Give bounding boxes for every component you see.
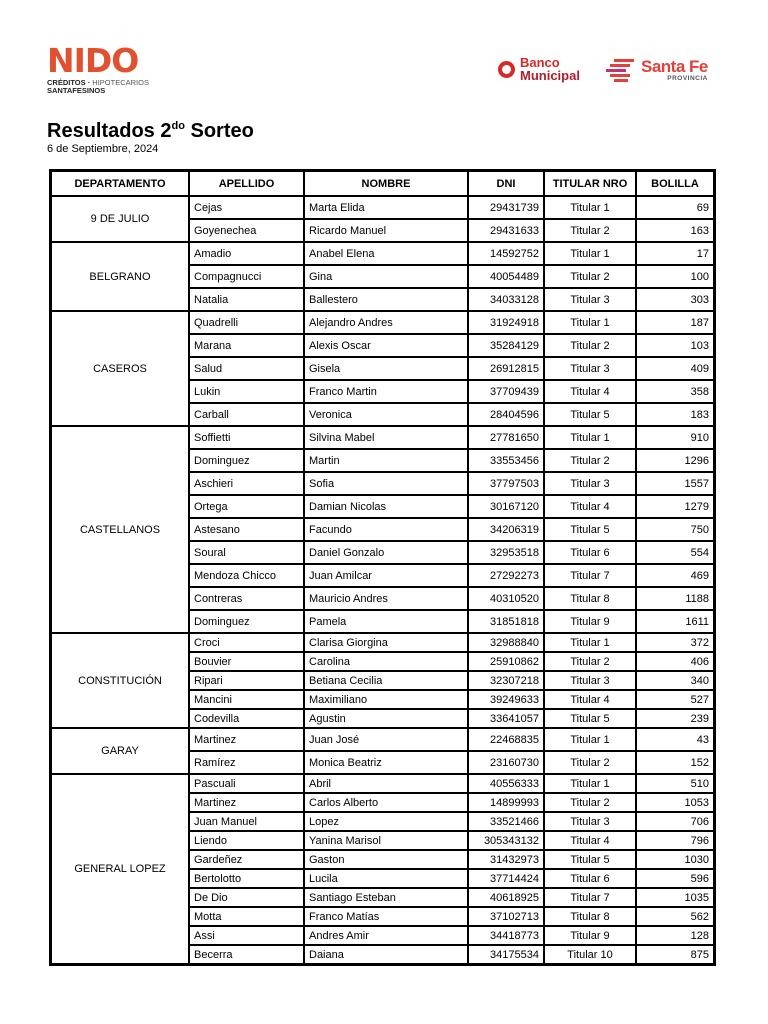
cell-titular: Titular 1 <box>544 311 636 334</box>
cell-bolilla: 406 <box>636 652 714 671</box>
cell-bolilla: 239 <box>636 709 714 728</box>
col-apellido: APELLIDO <box>189 171 304 196</box>
cell-dni: 29431633 <box>468 219 544 242</box>
cell-nombre: Gina <box>304 265 468 288</box>
cell-bolilla: 69 <box>636 196 714 219</box>
cell-titular: Titular 2 <box>544 219 636 242</box>
cell-nombre: Ballestero <box>304 288 468 311</box>
page-title: Resultados $2^{do}$ Sorteo <box>47 120 254 142</box>
cell-apellido: Motta <box>189 907 304 926</box>
cell-departamento: CONSTITUCIÓN <box>51 633 189 728</box>
cell-bolilla: 183 <box>636 403 714 426</box>
cell-dni: 35284129 <box>468 334 544 357</box>
cell-nombre: Anabel Elena <box>304 242 468 265</box>
cell-bolilla: 510 <box>636 774 714 793</box>
nido-subtitle: CRÉDITOS · HIPOTECARIOS SANTAFESINOS <box>47 78 149 95</box>
cell-bolilla: 358 <box>636 380 714 403</box>
cell-nombre: Carlos Alberto <box>304 793 468 812</box>
cell-bolilla: 1035 <box>636 888 714 907</box>
cell-apellido: Ortega <box>189 495 304 518</box>
col-dni: DNI <box>468 171 544 196</box>
cell-titular: Titular 9 <box>544 926 636 945</box>
table-row <box>51 774 714 793</box>
cell-titular: Titular 4 <box>544 690 636 709</box>
col-titular: TITULAR NRO <box>544 171 636 196</box>
cell-titular: Titular 1 <box>544 728 636 751</box>
cell-bolilla: 875 <box>636 945 714 964</box>
col-departamento: DEPARTAMENTO <box>51 171 189 196</box>
cell-apellido: Lukin <box>189 380 304 403</box>
cell-dni: 25910862 <box>468 652 544 671</box>
cell-titular: Titular 4 <box>544 380 636 403</box>
table-row <box>51 242 714 265</box>
cell-apellido: Martinez <box>189 728 304 751</box>
cell-nombre: Daiana <box>304 945 468 964</box>
table-row <box>51 311 714 334</box>
cell-titular: Titular 1 <box>544 196 636 219</box>
cell-nombre: Andres Amir <box>304 926 468 945</box>
cell-dni: 34175534 <box>468 945 544 964</box>
cell-dni: 40556333 <box>468 774 544 793</box>
cell-nombre: Sofia <box>304 472 468 495</box>
cell-apellido: Soural <box>189 541 304 564</box>
cell-dni: 33641057 <box>468 709 544 728</box>
cell-titular: Titular 4 <box>544 831 636 850</box>
cell-apellido: Becerra <box>189 945 304 964</box>
santa-fe-icon <box>606 58 636 82</box>
cell-apellido: Codevilla <box>189 709 304 728</box>
cell-bolilla: 43 <box>636 728 714 751</box>
cell-nombre: Facundo <box>304 518 468 541</box>
cell-titular: Titular 3 <box>544 812 636 831</box>
cell-dni: 31851818 <box>468 610 544 633</box>
cell-apellido: Astesano <box>189 518 304 541</box>
cell-dni: 305343132 <box>468 831 544 850</box>
cell-titular: Titular 3 <box>544 357 636 380</box>
cell-nombre: Monica Beatriz <box>304 751 468 774</box>
banco-icon <box>498 61 515 78</box>
cell-apellido: Mancini <box>189 690 304 709</box>
cell-dni: 32988840 <box>468 633 544 652</box>
table-row <box>51 426 714 449</box>
cell-bolilla: 100 <box>636 265 714 288</box>
cell-apellido: Liendo <box>189 831 304 850</box>
cell-dni: 37709439 <box>468 380 544 403</box>
cell-titular: Titular 1 <box>544 633 636 652</box>
cell-titular: Titular 10 <box>544 945 636 964</box>
cell-apellido: De Dio <box>189 888 304 907</box>
santa-fe-logo: Santa Fe PROVINCIA <box>606 58 708 82</box>
cell-dni: 31924918 <box>468 311 544 334</box>
cell-nombre: Veronica <box>304 403 468 426</box>
cell-dni: 37102713 <box>468 907 544 926</box>
cell-nombre: Santiago Esteban <box>304 888 468 907</box>
cell-nombre: Martin <box>304 449 468 472</box>
cell-titular: Titular 3 <box>544 472 636 495</box>
cell-bolilla: 372 <box>636 633 714 652</box>
page-date: 6 de Septiembre, 2024 <box>47 143 159 155</box>
cell-titular: Titular 5 <box>544 403 636 426</box>
cell-bolilla: 409 <box>636 357 714 380</box>
cell-titular: Titular 6 <box>544 541 636 564</box>
cell-bolilla: 1296 <box>636 449 714 472</box>
cell-bolilla: 469 <box>636 564 714 587</box>
cell-dni: 22468835 <box>468 728 544 751</box>
cell-nombre: Juan José <box>304 728 468 751</box>
cell-apellido: Bouvier <box>189 652 304 671</box>
cell-dni: 32307218 <box>468 671 544 690</box>
cell-bolilla: 340 <box>636 671 714 690</box>
cell-dni: 40618925 <box>468 888 544 907</box>
cell-titular: Titular 6 <box>544 869 636 888</box>
cell-dni: 39249633 <box>468 690 544 709</box>
cell-bolilla: 554 <box>636 541 714 564</box>
cell-nombre: Alexis Oscar <box>304 334 468 357</box>
cell-bolilla: 562 <box>636 907 714 926</box>
cell-apellido: Compagnucci <box>189 265 304 288</box>
cell-titular: Titular 3 <box>544 671 636 690</box>
cell-titular: Titular 5 <box>544 518 636 541</box>
cell-titular: Titular 2 <box>544 751 636 774</box>
col-bolilla: BOLILLA <box>636 171 714 196</box>
cell-titular: Titular 1 <box>544 774 636 793</box>
cell-apellido: Aschieri <box>189 472 304 495</box>
cell-apellido: Natalia <box>189 288 304 311</box>
cell-nombre: Carolina <box>304 652 468 671</box>
cell-nombre: Abril <box>304 774 468 793</box>
cell-bolilla: 163 <box>636 219 714 242</box>
cell-apellido: Ramírez <box>189 751 304 774</box>
cell-titular: Titular 2 <box>544 265 636 288</box>
cell-bolilla: 103 <box>636 334 714 357</box>
table-row <box>51 196 714 219</box>
cell-apellido: Salud <box>189 357 304 380</box>
cell-apellido: Dominguez <box>189 449 304 472</box>
cell-titular: Titular 3 <box>544 288 636 311</box>
cell-nombre: Lopez <box>304 812 468 831</box>
cell-bolilla: 1611 <box>636 610 714 633</box>
cell-bolilla: 1030 <box>636 850 714 869</box>
cell-nombre: Damian Nicolas <box>304 495 468 518</box>
cell-titular: Titular 8 <box>544 907 636 926</box>
nido-logo <box>47 41 157 95</box>
col-nombre: NOMBRE <box>304 171 468 196</box>
banco-municipal-logo: Banco Municipal <box>498 56 580 82</box>
cell-titular: Titular 2 <box>544 334 636 357</box>
cell-titular: Titular 2 <box>544 793 636 812</box>
cell-apellido: Goyenechea <box>189 219 304 242</box>
cell-dni: 37797503 <box>468 472 544 495</box>
cell-titular: Titular 1 <box>544 426 636 449</box>
cell-dni: 34418773 <box>468 926 544 945</box>
cell-nombre: Marta Elida <box>304 196 468 219</box>
cell-bolilla: 1188 <box>636 587 714 610</box>
cell-departamento: BELGRANO <box>51 242 189 311</box>
cell-apellido: Gardeñez <box>189 850 304 869</box>
cell-nombre: Daniel Gonzalo <box>304 541 468 564</box>
cell-titular: Titular 5 <box>544 709 636 728</box>
cell-departamento: CASTELLANOS <box>51 426 189 633</box>
cell-bolilla: 1557 <box>636 472 714 495</box>
cell-dni: 33521466 <box>468 812 544 831</box>
cell-dni: 33553456 <box>468 449 544 472</box>
cell-dni: 31432973 <box>468 850 544 869</box>
cell-nombre: Gisela <box>304 357 468 380</box>
cell-apellido: Pascuali <box>189 774 304 793</box>
cell-nombre: Gaston <box>304 850 468 869</box>
table-header-row <box>51 171 714 196</box>
cell-departamento: 9 DE JULIO <box>51 196 189 242</box>
cell-bolilla: 187 <box>636 311 714 334</box>
cell-nombre: Juan Amilcar <box>304 564 468 587</box>
cell-departamento: GENERAL LOPEZ <box>51 774 189 964</box>
cell-nombre: Franco Matías <box>304 907 468 926</box>
cell-bolilla: 910 <box>636 426 714 449</box>
cell-titular: Titular 7 <box>544 888 636 907</box>
cell-bolilla: 17 <box>636 242 714 265</box>
cell-bolilla: 796 <box>636 831 714 850</box>
cell-apellido: Marana <box>189 334 304 357</box>
cell-apellido: Bertolotto <box>189 869 304 888</box>
cell-bolilla: 596 <box>636 869 714 888</box>
cell-apellido: Dominguez <box>189 610 304 633</box>
cell-dni: 23160730 <box>468 751 544 774</box>
cell-bolilla: 706 <box>636 812 714 831</box>
cell-apellido: Carball <box>189 403 304 426</box>
cell-bolilla: 1053 <box>636 793 714 812</box>
cell-nombre: Alejandro Andres <box>304 311 468 334</box>
cell-bolilla: 128 <box>636 926 714 945</box>
cell-nombre: Maximiliano <box>304 690 468 709</box>
cell-nombre: Yanina Marisol <box>304 831 468 850</box>
cell-bolilla: 527 <box>636 690 714 709</box>
cell-dni: 26912815 <box>468 357 544 380</box>
cell-apellido: Quadrelli <box>189 311 304 334</box>
cell-nombre: Betiana Cecilia <box>304 671 468 690</box>
cell-titular: Titular 4 <box>544 495 636 518</box>
cell-apellido: Assi <box>189 926 304 945</box>
cell-dni: 37714424 <box>468 869 544 888</box>
cell-titular: Titular 7 <box>544 564 636 587</box>
cell-titular: Titular 2 <box>544 652 636 671</box>
cell-apellido: Juan Manuel <box>189 812 304 831</box>
cell-nombre: Lucila <box>304 869 468 888</box>
cell-apellido: Amadio <box>189 242 304 265</box>
cell-titular: Titular 5 <box>544 850 636 869</box>
cell-nombre: Mauricio Andres <box>304 587 468 610</box>
cell-dni: 29431739 <box>468 196 544 219</box>
cell-dni: 14592752 <box>468 242 544 265</box>
cell-departamento: CASEROS <box>51 311 189 426</box>
cell-bolilla: 152 <box>636 751 714 774</box>
cell-titular: Titular 8 <box>544 587 636 610</box>
cell-titular: Titular 9 <box>544 610 636 633</box>
cell-nombre: Franco Martin <box>304 380 468 403</box>
table-row <box>51 728 714 751</box>
nido-wordmark: NIDO <box>47 41 139 80</box>
cell-apellido: Mendoza Chicco <box>189 564 304 587</box>
cell-apellido: Croci <box>189 633 304 652</box>
cell-dni: 32953518 <box>468 541 544 564</box>
cell-dni: 28404596 <box>468 403 544 426</box>
cell-dni: 34206319 <box>468 518 544 541</box>
cell-dni: 30167120 <box>468 495 544 518</box>
cell-apellido: Soffietti <box>189 426 304 449</box>
cell-dni: 40310520 <box>468 587 544 610</box>
cell-apellido: Ripari <box>189 671 304 690</box>
cell-nombre: Silvina Mabel <box>304 426 468 449</box>
cell-dni: 27781650 <box>468 426 544 449</box>
cell-apellido: Cejas <box>189 196 304 219</box>
cell-bolilla: 1279 <box>636 495 714 518</box>
cell-nombre: Ricardo Manuel <box>304 219 468 242</box>
cell-bolilla: 303 <box>636 288 714 311</box>
cell-departamento: GARAY <box>51 728 189 774</box>
cell-titular: Titular 1 <box>544 242 636 265</box>
cell-apellido: Contreras <box>189 587 304 610</box>
cell-dni: 34033128 <box>468 288 544 311</box>
cell-dni: 27292273 <box>468 564 544 587</box>
cell-nombre: Pamela <box>304 610 468 633</box>
cell-apellido: Martinez <box>189 793 304 812</box>
results-table <box>49 169 716 966</box>
cell-nombre: Agustin <box>304 709 468 728</box>
cell-titular: Titular 2 <box>544 449 636 472</box>
table-row <box>51 633 714 652</box>
cell-dni: 40054489 <box>468 265 544 288</box>
cell-nombre: Clarisa Giorgina <box>304 633 468 652</box>
cell-bolilla: 750 <box>636 518 714 541</box>
cell-dni: 14899993 <box>468 793 544 812</box>
